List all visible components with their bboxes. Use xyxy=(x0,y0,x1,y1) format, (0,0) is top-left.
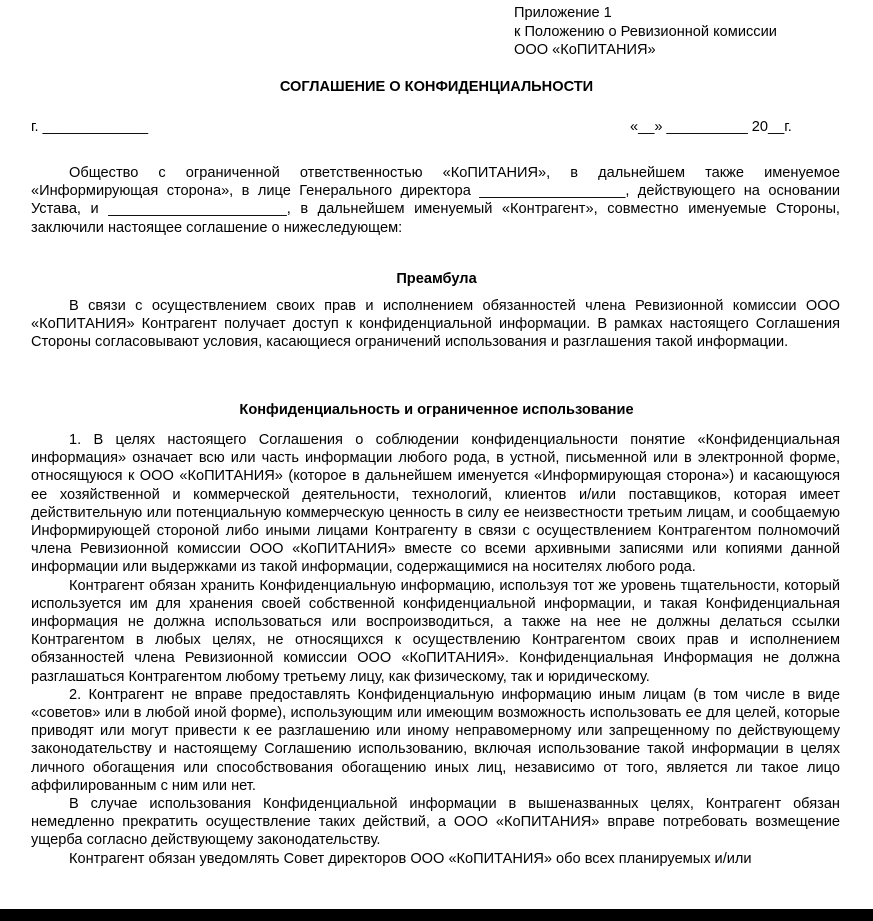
appendix-line-2: к Положению о Ревизионной комиссии xyxy=(514,23,777,40)
intro-paragraph: Общество с ограниченной ответственностью «КоПИТАНИЯ», в дальнейшем также именуемое «Информирующая сторона», в лице Генерального директора __________________, действующего на основании Устава, и ______________________, в дальнейшем именуемый «Контрагент», совместно именуемые Стороны, заключили настоящее соглашение о нижеследующем: xyxy=(31,165,840,236)
confidentiality-heading: Конфиденциальность и ограниченное использование xyxy=(239,402,634,418)
clause-paragraph: Контрагент обязан уведомлять Совет директоров ООО «КоПИТАНИЯ» обо всех планируемых и/или xyxy=(69,850,752,867)
appendix-line-3: ООО «КоПИТАНИЯ» xyxy=(514,42,656,58)
intro-section xyxy=(31,164,840,237)
place-field: г. _____________ xyxy=(31,119,149,135)
clause-paragraph: Контрагент обязан хранить Конфиденциальную информацию, используя тот же уровень тщательности, который используется им для хранения своей собственной конфиденциальной информации, и такая Конфиденциальная информация не должна использоваться или воспроизводиться, а также на нее не должны делаться ссылки Контрагентом в любых целях, не относящихся к осуществлению Контрагентом своих прав и исполнением обязанностей члена Ревизионной комиссии ООО «КоПИТАНИЯ». Конфиденциальная Информация не должна разглашаться Контрагентом любому третьему лицу, как физическому, так и юридическому. xyxy=(31,577,840,685)
confidentiality-section xyxy=(31,431,840,868)
clause-paragraph: 1. В целях настоящего Соглашения о соблюдении конфиденциальности понятие «Конфиденциальная информация» означает всю или часть информации любого рода, в устной, письменной или в электронной форме, относящуюся к ООО «КоПИТАНИЯ» (которое в дальнейшем именуется «Информирующая сторона») и касающуюся ее хозяйственной и коммерческой деятельности, технологий, клиентов и/или поставщиков, которая имеет действительную или потенциальную коммерческую ценность в силу ее неизвестности третьим лицам, и сообщаемую Информирующей стороной либо иными лицами Контрагенту в связи с осуществлением Контрагентом полномочий члена Ревизионной комиссии ООО «КоПИТАНИЯ» вместе со всеми архивными записями или копиями данной информации или выдержками из такой информации, содержащимися на носителях любого рода. xyxy=(31,432,840,576)
preamble-section xyxy=(31,297,840,352)
date-field: «__» __________ 20__г. xyxy=(630,119,792,135)
preamble-heading: Преамбула xyxy=(396,271,477,287)
clause-paragraph: В случае использования Конфиденциальной информации в вышеназванных целях, Контрагент обязан немедленно прекратить осуществление таких действий, а ООО «КоПИТАНИЯ» вправе потребовать возмещение ущерба согласно действующему законодательству. xyxy=(31,796,840,849)
appendix-line-1: Приложение 1 xyxy=(514,5,612,21)
appendix-note xyxy=(514,4,777,60)
clause-paragraph: 2. Контрагент не вправе предоставлять Конфиденциальную информацию иным лицам (в том числе в виде «советов» или в любой иной форме), использующим или имеющим возможность использовать ее для целей, которые приводят или могут привести к ее разглашению или иному неправомерному или запрещенному по действующему законодательству и настоящему Соглашению использованию, включая использование такой информации в целях личного обогащения или способствования обогащению иных лиц, независимо от того, является ли такое лицо аффилированным с ним или нет. xyxy=(31,686,840,794)
document-title: СОГЛАШЕНИЕ О КОНФИДЕНЦИАЛЬНОСТИ xyxy=(279,79,594,95)
preamble-paragraph: В связи с осуществлением своих прав и исполнением обязанностей члена Ревизионной комиссии ООО «КоПИТАНИЯ» Контрагент получает доступ к конфиденциальной информации. В рамках настоящего Соглашения Стороны согласовывают условия, касающиеся ограничений использования и разглашения такой информации. xyxy=(31,298,840,351)
bottom-edge-bar xyxy=(0,909,873,921)
